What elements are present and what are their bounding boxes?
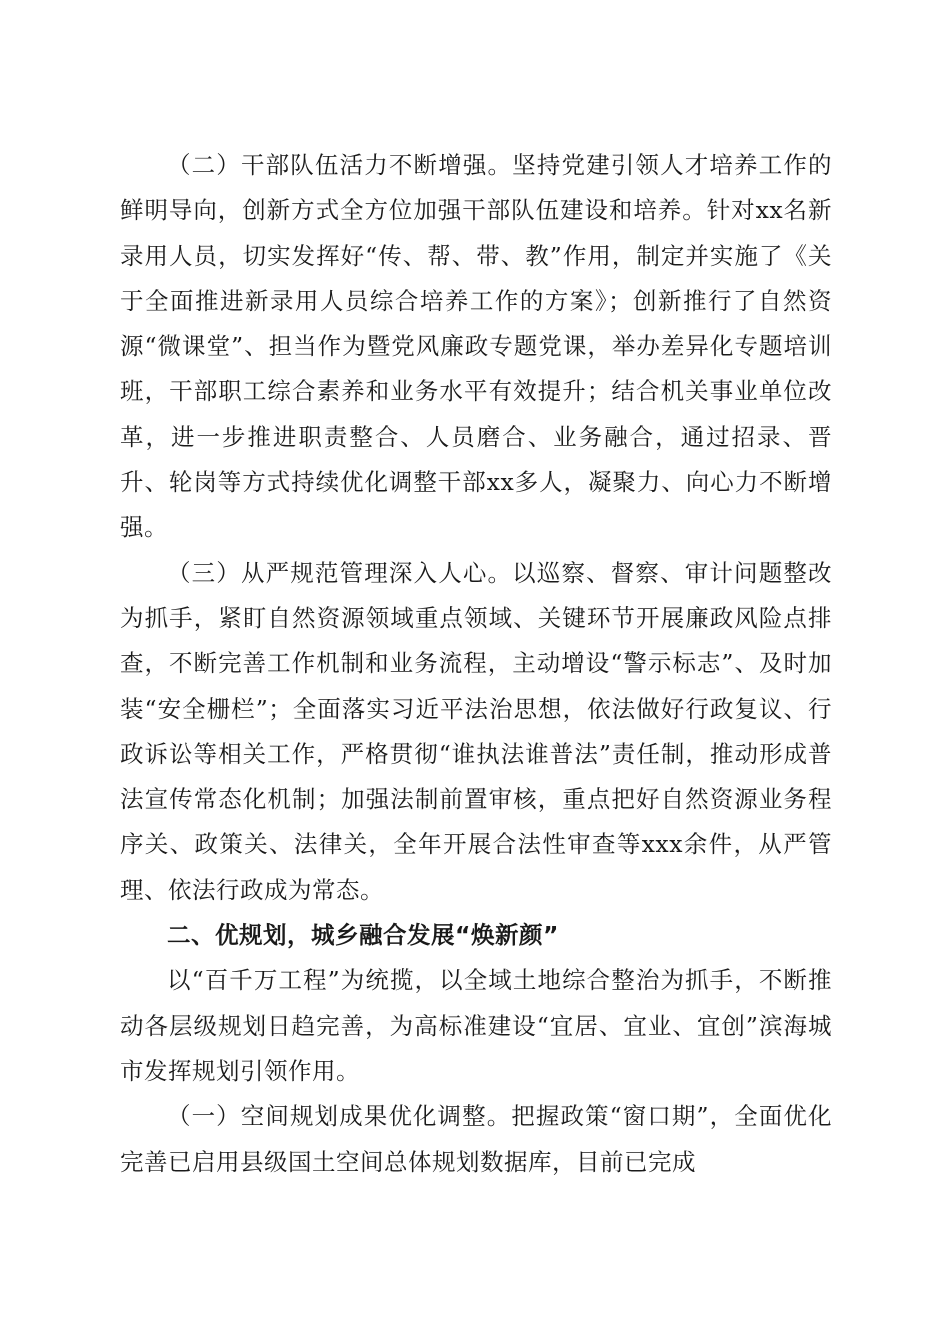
paragraph-text: 以巡察、督察、审计问题整改为抓手，紧盯自然资源领域重点领域、关键环节开展廉政风险点排查，不断完善工作机制和业务流程，主动增设“警示标志”、及时加装“安全栅栏”；全面落实习近平法治思想，依法做好行政复议、行政诉讼等相关工作，严格贯彻“谁执法谁普法”责任制，推动形成普法宣传常态化机制；加强法制前置审核，重点把好自然资源业务程序关、政策关、法律关，全年开展合法性审查等xxx余件，从严管理、依法行政成为常态。 [120, 558, 833, 904]
section-heading: 二、优规划，城乡融合发展“焕新颜” [167, 921, 559, 950]
paragraph-lead: （一）空间规划成果优化调整。 [167, 1102, 512, 1131]
paragraph-cadre-team [120, 143, 832, 551]
document-body [120, 143, 832, 1185]
paragraph-intro: 以“百千万工程”为统揽，以全域土地综合整治为抓手，不断推动各层级规划日趋完善，为高标准建设“宜居、宜业、宜创”滨海城市发挥规划引领作用。 [120, 966, 832, 1085]
paragraph-lead: （三）从严规范管理深入人心。 [167, 558, 513, 587]
paragraph-text: 把握政策“窗口期”，全面优化完善已启用县级国土空间总体规划数据库，目前已完成 [120, 1102, 832, 1176]
paragraph-strict-management [120, 551, 832, 913]
paragraph-lead: （二）干部队伍活力不断增强。 [167, 151, 513, 179]
paragraph-text: 坚持党建引领人才培养工作的鲜明导向，创新方式全方位加强干部队伍建设和培养。针对xx名新录用人员，切实发挥好“传、帮、带、教”作用，制定并实施了《关于全面推进新录用人员综合培养工作的方案》；创新推行了自然资源“微课堂”、担当作为暨党风廉政专题党课，举办差异化专题培训班，干部职工综合素养和业务水平有效提升；结合机关事业单位改革，进一步推进职责整合、人员磨合、业务融合，通过招录、晋升、轮岗等方式持续优化调整干部xx多人，凝聚力、向心力不断增强。 [120, 151, 833, 542]
paragraph-spatial-planning [120, 1094, 832, 1185]
